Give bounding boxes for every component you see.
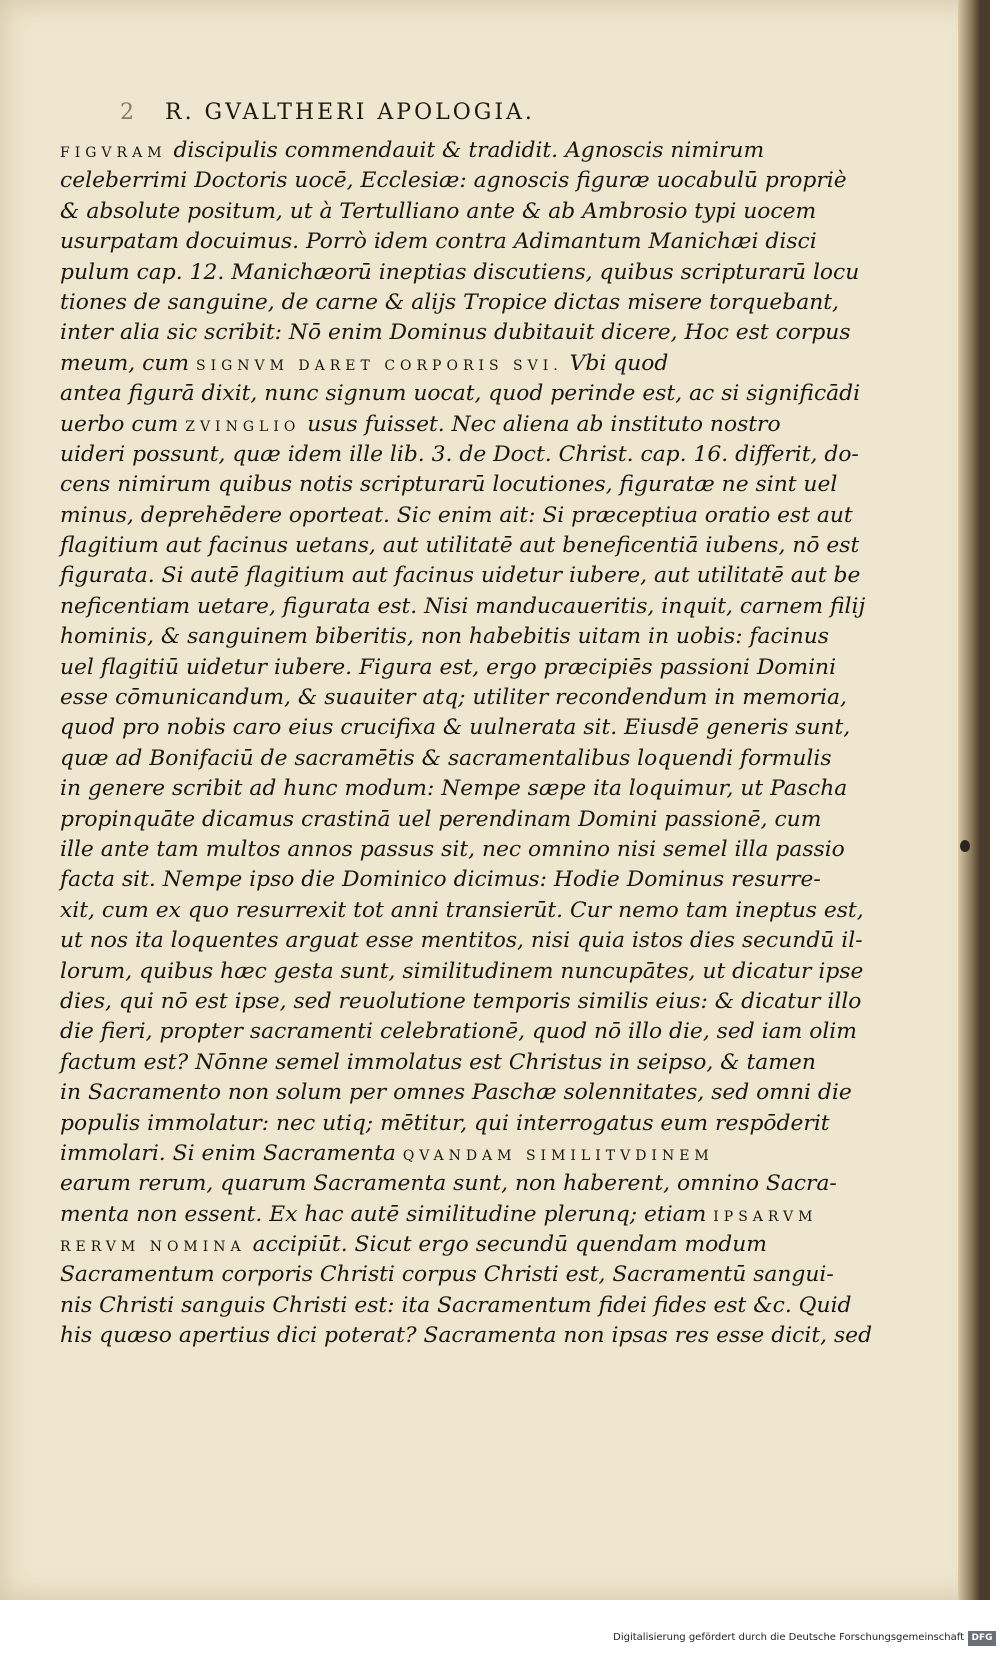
text-segment: pulum cap. 12. Manichæorū ineptias discutiens, quibus scripturarū locu [60, 259, 860, 285]
text-line [60, 865, 821, 895]
text-line [60, 166, 847, 196]
text-segment: Sacramentum corporis Christi corpus Christi est, Sacramentū sangui- [60, 1262, 834, 1288]
digitization-footer [0, 1630, 1000, 1653]
text-segment: esse cōmunicandum, & suauiter atq; utiliter recondendum in memoria, [60, 685, 847, 711]
text-segment: immolari. Si enim Sacramenta [60, 1140, 403, 1166]
text-line [60, 501, 853, 531]
text-line [60, 622, 829, 652]
text-line [60, 1139, 805, 1169]
text-line [60, 349, 805, 379]
text-segment: facta sit. Nempe ipso die Dominico dicimus: Hodie Dominus resurre- [60, 867, 821, 893]
text-line [60, 258, 860, 288]
small-caps-emphasis: ZVINGLIO [185, 418, 301, 435]
text-segment: usurpatam docuimus. Porrò idem contra Adimantum Manichæi disci [60, 229, 817, 255]
dfg-credit: Digitalisierung gefördert durch die Deutsche Forschungsgemeinschaft [613, 1632, 964, 1643]
text-segment: ut nos ita loquentes arguat esse mentitos, nisi quia istos dies secundū il- [60, 928, 863, 954]
text-line [60, 531, 860, 561]
book-spine-edge [958, 0, 980, 1600]
text-segment: die fieri, propter sacramenti celebrationē, quod nō illo die, sed iam olim [60, 1019, 857, 1045]
text-line [60, 470, 838, 500]
text-line [60, 1017, 857, 1047]
text-line [60, 592, 866, 622]
text-segment: earum rerum, quarum Sacramenta sunt, non haberent, omnino Sacra- [60, 1171, 837, 1197]
text-line [60, 896, 864, 926]
text-segment: & absolute positum, ut à Tertulliano ante & ab Ambrosio typi uocem [60, 198, 817, 224]
text-segment: Vbi quod [562, 350, 669, 376]
text-line [60, 1291, 852, 1321]
text-segment: accipiūt. Sicut ergo secundū quendam modum [245, 1232, 767, 1258]
text-line [60, 288, 839, 318]
text-line [60, 440, 859, 470]
text-line [60, 805, 822, 835]
text-segment: discipulis commendauit & tradidit. Agnoscis nimirum [166, 138, 765, 163]
text-line [60, 1109, 830, 1139]
text-segment: celeberrimi Doctoris uocē, Ecclesiæ: agnoscis figuræ uocabulū propriè [60, 168, 847, 194]
text-segment: quod pro nobis caro eius crucifixa & uulnerata sit. Eiusdē generis sunt, [60, 715, 851, 741]
text-segment: meum, cum [60, 350, 196, 376]
text-segment: in genere scribit ad hunc modum: Nempe sæpe ita loquimur, ut Pascha [60, 776, 848, 802]
text-segment: usus fuisset. Nec aliena ab instituto nostro [300, 411, 781, 437]
text-line [60, 683, 847, 713]
text-segment: uideri possunt, quæ idem ille lib. 3. de Doct. Christ. cap. 16. differit, do- [60, 441, 859, 467]
text-line [60, 197, 817, 227]
body-text [60, 136, 873, 1352]
text-segment: xit, cum ex quo resurrexit tot anni transierūt. Cur nemo tam ineptus est, [60, 897, 864, 923]
text-line [60, 410, 805, 440]
text-line [60, 561, 861, 591]
margin-ink-mark [960, 840, 970, 852]
text-segment: in Sacramento non solum per omnes Paschæ solennitates, sed omni die [60, 1080, 852, 1106]
text-line [60, 1230, 805, 1260]
text-segment: menta non essent. Ex hac autē similitudine plerunq; etiam [60, 1201, 714, 1227]
text-segment: neficentiam uetare, figurata est. Nisi manducaueritis, inquit, carnem filij [60, 593, 866, 619]
text-segment: figurata. Si autē flagitium aut facinus uidetur iubere, aut utilitatē aut be [60, 563, 861, 589]
text-line [60, 1260, 834, 1290]
text-line [60, 835, 845, 865]
text-line [60, 1200, 818, 1230]
text-segment: hominis, & sanguinem biberitis, non habebitis uitam in uobis: facinus [60, 624, 829, 650]
text-segment: uerbo cum [60, 411, 186, 437]
text-segment: cens nimirum quibus notis scripturarū locutiones, figuratæ ne sint uel [60, 472, 838, 498]
text-segment: propinquāte dicamus crastinā uel perendinam Domini passionē, cum [60, 806, 822, 832]
text-line [60, 957, 864, 987]
text-line [60, 227, 817, 257]
text-line [60, 318, 851, 348]
page-number: 2 [120, 100, 137, 125]
small-caps-emphasis: FIGVRAM [60, 145, 167, 161]
text-line [60, 1321, 873, 1351]
small-caps-emphasis: SIGNVM DARET CORPORIS SVI. [195, 357, 563, 374]
text-line [60, 653, 837, 683]
text-segment: nis Christi sanguis Christi est: ita Sacramentum fidei fides est &c. Quid [60, 1292, 852, 1318]
text-line [60, 987, 862, 1017]
text-segment: populis immolatur: nec utiq; mētitur, qui interrogatus eum respōderit [60, 1110, 830, 1136]
text-segment: factum est? Nōnne semel immolatus est Christus in seipso, & tamen [60, 1049, 816, 1075]
text-segment: inter alia sic scribit: Nō enim Dominus dubitauit dicere, Hoc est corpus [60, 320, 851, 346]
text-line [60, 774, 848, 804]
running-title: R. GVALTHERI APOLOGIA. [165, 100, 535, 125]
text-line [60, 1048, 816, 1078]
text-segment: flagitium aut facinus uetans, aut utilitatē aut beneficentiā iubens, nō est [60, 533, 860, 559]
text-segment: ille ante tam multos annos passus sit, nec omnino nisi semel illa passio [60, 836, 845, 862]
text-segment: tiones de sanguine, de carne & alijs Tropice dictas misere torquebant, [60, 289, 839, 315]
text-line [60, 1078, 852, 1108]
running-header [120, 100, 820, 136]
text-segment: lorum, quibus hæc gesta sunt, similitudinem nuncupātes, ut dicatur ipse [60, 958, 864, 984]
text-segment: uel flagitiū uidetur iubere. Figura est, ergo præcipiēs passioni Domini [60, 654, 837, 680]
text-segment: dies, qui nō est ipse, sed reuolutione temporis similis eius: & dicatur illo [60, 988, 862, 1014]
small-caps-emphasis: IPSARVM [713, 1208, 818, 1225]
text-line [60, 379, 861, 409]
text-line [60, 744, 832, 774]
text-line [60, 1169, 837, 1199]
small-caps-emphasis: RERVM NOMINA [60, 1239, 246, 1256]
text-segment: antea figurā dixit, nunc signum uocat, quod perinde est, ac si significādi [60, 381, 861, 407]
text-line [60, 926, 863, 956]
text-line [60, 713, 851, 743]
text-segment: his quæso apertius dici poterat? Sacramenta non ipsas res esse dicit, sed [60, 1323, 873, 1349]
text-line [60, 136, 805, 166]
text-segment: minus, deprehēdere oporteat. Sic enim ait: Si præceptiua oratio est aut [60, 502, 853, 528]
dfg-logo: DFG [968, 1631, 996, 1646]
text-segment: quæ ad Bonifaciū de sacramētis & sacramentalibus loquendi formulis [60, 745, 832, 771]
small-caps-emphasis: QVANDAM SIMILITVDINEM [402, 1147, 714, 1164]
